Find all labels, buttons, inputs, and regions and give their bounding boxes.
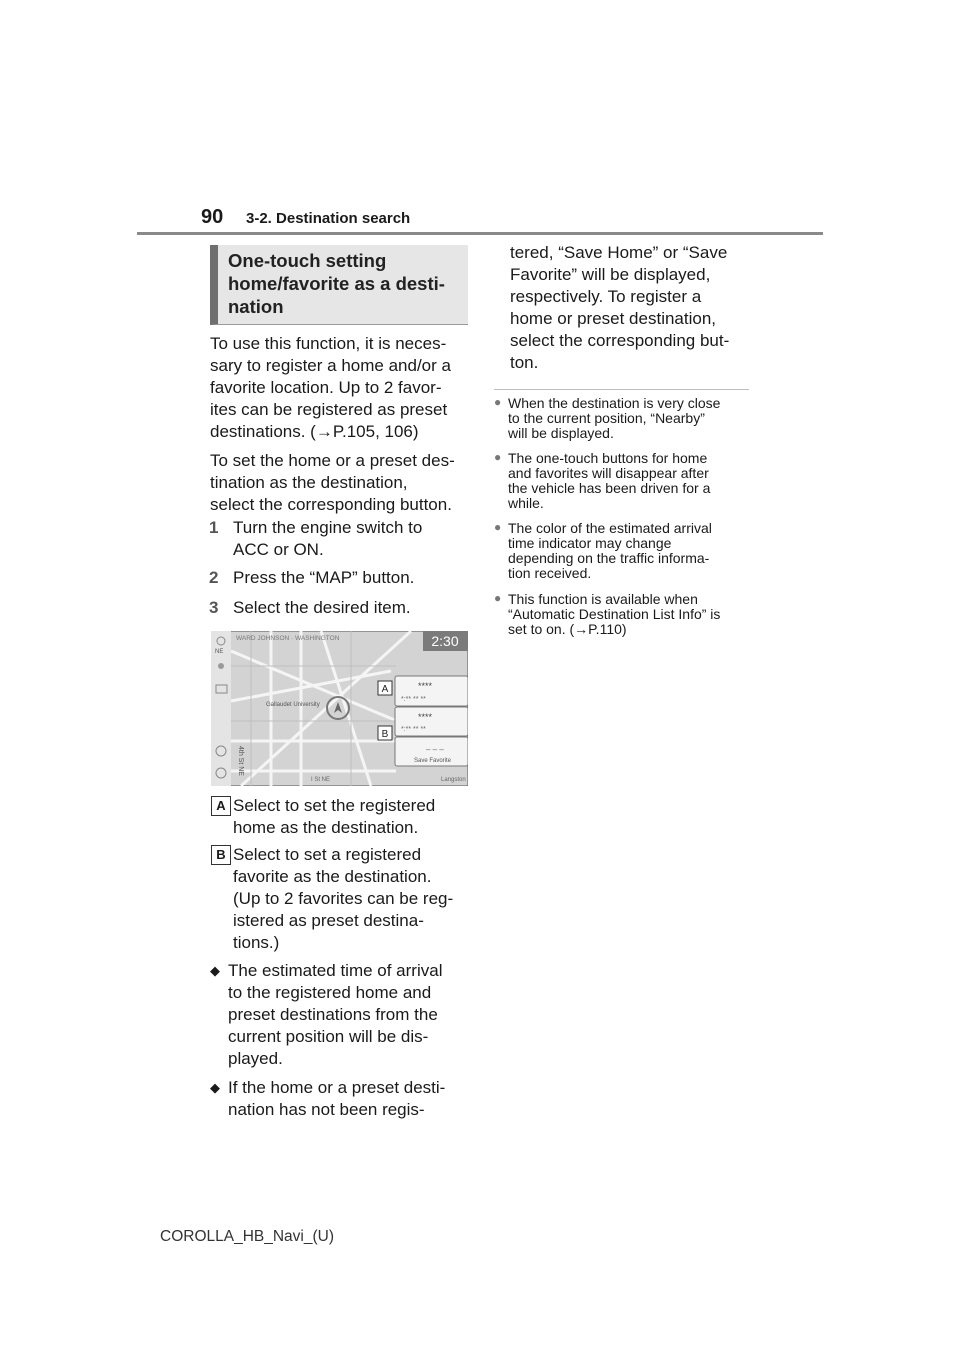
- text-line: ites can be registered as preset: [210, 400, 448, 419]
- text-line: To use this function, it is neces-: [210, 334, 447, 353]
- street-label: WARD JOHNSON · WASHINGTON: [236, 635, 340, 642]
- note-item: [494, 521, 766, 581]
- text-line: select the corresponding but-: [510, 331, 730, 350]
- text-line: will be displayed.: [508, 425, 614, 441]
- text-line: The estimated time of arrival: [228, 961, 443, 980]
- street-label: 4th St NE: [237, 746, 244, 776]
- note-item: [494, 592, 766, 637]
- text-line: preset destinations from the: [228, 1005, 438, 1024]
- text-line: The color of the estimated arrival: [508, 520, 712, 536]
- text-line: current position will be dis-: [228, 1027, 429, 1046]
- callout-b-text: [233, 844, 468, 954]
- callout-label-a: A: [381, 684, 389, 695]
- empty-slot-label: – – –: [426, 745, 444, 754]
- text-line: favorite as the destination.: [233, 867, 432, 886]
- text-line: destinations. (→P.105, 106): [210, 422, 419, 441]
- text-line: “Automatic Destination List Info” is: [508, 606, 721, 622]
- text-line: Select to set the registered: [233, 796, 436, 815]
- home-button-label: ****: [418, 681, 433, 691]
- text-line: tion received.: [508, 565, 592, 581]
- bullet-icon: ●: [494, 395, 502, 409]
- text-line: To set the home or a preset des-: [210, 451, 455, 470]
- intro-paragraph: [210, 333, 472, 443]
- page-number: 90: [201, 206, 224, 228]
- notes-separator: [494, 389, 749, 390]
- text-line: to the current position, “Nearby”: [508, 410, 705, 426]
- text-line: ton.: [510, 353, 539, 372]
- text-line: The one-touch buttons for home: [508, 450, 708, 466]
- save-favorite-label: Save Favorite: [414, 758, 452, 764]
- text-line: This function is available when: [508, 591, 698, 607]
- text-line: respectively. To register a: [510, 287, 702, 306]
- instruction-paragraph: [210, 450, 472, 516]
- text-line: and favorites will disappear after: [508, 465, 709, 481]
- text-line: Press the “MAP” button.: [233, 568, 415, 587]
- text-line: home as the destination.: [233, 818, 419, 837]
- text-line: nation has not been regis-: [228, 1100, 425, 1119]
- eta-text: *:** ** **: [401, 726, 426, 733]
- bullet-icon: ◆: [210, 1080, 220, 1095]
- heading-line: nation: [228, 296, 284, 317]
- eta-text: *:** ** **: [401, 696, 426, 703]
- text-line: tination as the destination,: [210, 473, 408, 492]
- text-line: while.: [508, 495, 544, 511]
- document-footer: COROLLA_HB_Navi_(U): [160, 1228, 334, 1245]
- text-line: to the registered home and: [228, 983, 432, 1002]
- text-line: the vehicle has been driven for a: [508, 480, 711, 496]
- heading-line: One-touch setting: [228, 250, 387, 271]
- text-line: home or preset destination,: [510, 309, 717, 328]
- note-item: [494, 451, 766, 511]
- header-rule: [137, 232, 823, 235]
- place-label: Gallaudet University: [266, 702, 320, 708]
- text-line: istered as preset destina-: [233, 911, 424, 930]
- text-line: select the corresponding button.: [210, 495, 452, 514]
- section-heading: [210, 245, 468, 325]
- text-line: Select the desired item.: [233, 598, 411, 617]
- bullet-item: [210, 960, 488, 1070]
- step-number: 1: [209, 518, 219, 537]
- text-line: played.: [228, 1049, 283, 1068]
- text-line: tions.): [233, 933, 280, 952]
- text-line: Turn the engine switch to: [233, 518, 423, 537]
- callout-label-b: B: [381, 729, 389, 740]
- bullet-icon: ◆: [210, 963, 220, 978]
- text-line: Select to set a registered: [233, 845, 422, 864]
- text-line: (Up to 2 favorites can be reg-: [233, 889, 454, 908]
- step-1: [210, 517, 478, 561]
- note-item: [494, 396, 766, 441]
- navigation-screen-illustration: [211, 631, 468, 786]
- street-label: I St NE: [311, 777, 331, 783]
- step-3: [210, 597, 478, 619]
- bullet-icon: ●: [494, 450, 502, 464]
- place-label: Langston: [441, 777, 466, 783]
- bullet-item: [210, 1077, 488, 1121]
- text-line: set to on. (→P.110): [508, 621, 627, 637]
- text-line: depending on the traffic informa-: [508, 550, 710, 566]
- heading-line: home/favorite as a desti-: [228, 273, 445, 294]
- callout-tag-a: A: [211, 796, 231, 816]
- text-line: If the home or a preset desti-: [228, 1078, 446, 1097]
- step-number: 2: [209, 568, 219, 587]
- compass-label: NE: [215, 649, 224, 655]
- bullet-continuation: [510, 242, 760, 374]
- text-line: ACC or ON.: [233, 540, 324, 559]
- bullet-icon: ●: [494, 520, 502, 534]
- bullet-icon: ●: [494, 591, 502, 605]
- callout-a-text: [233, 795, 468, 839]
- text-line: tered, “Save Home” or “Save: [510, 243, 728, 262]
- step-2: [210, 567, 478, 589]
- favorite-button-label: ****: [418, 712, 433, 722]
- text-line: favorite location. Up to 2 favor-: [210, 378, 442, 397]
- step-number: 3: [209, 598, 219, 617]
- text-line: sary to register a home and/or a: [210, 356, 451, 375]
- text-line: Favorite” will be displayed,: [510, 265, 711, 284]
- section-title: 3-2. Destination search: [246, 210, 411, 227]
- text-line: time indicator may change: [508, 535, 672, 551]
- clock-text: 2:30: [431, 633, 459, 649]
- text-line: When the destination is very close: [508, 395, 721, 411]
- callout-tag-b: B: [211, 845, 231, 865]
